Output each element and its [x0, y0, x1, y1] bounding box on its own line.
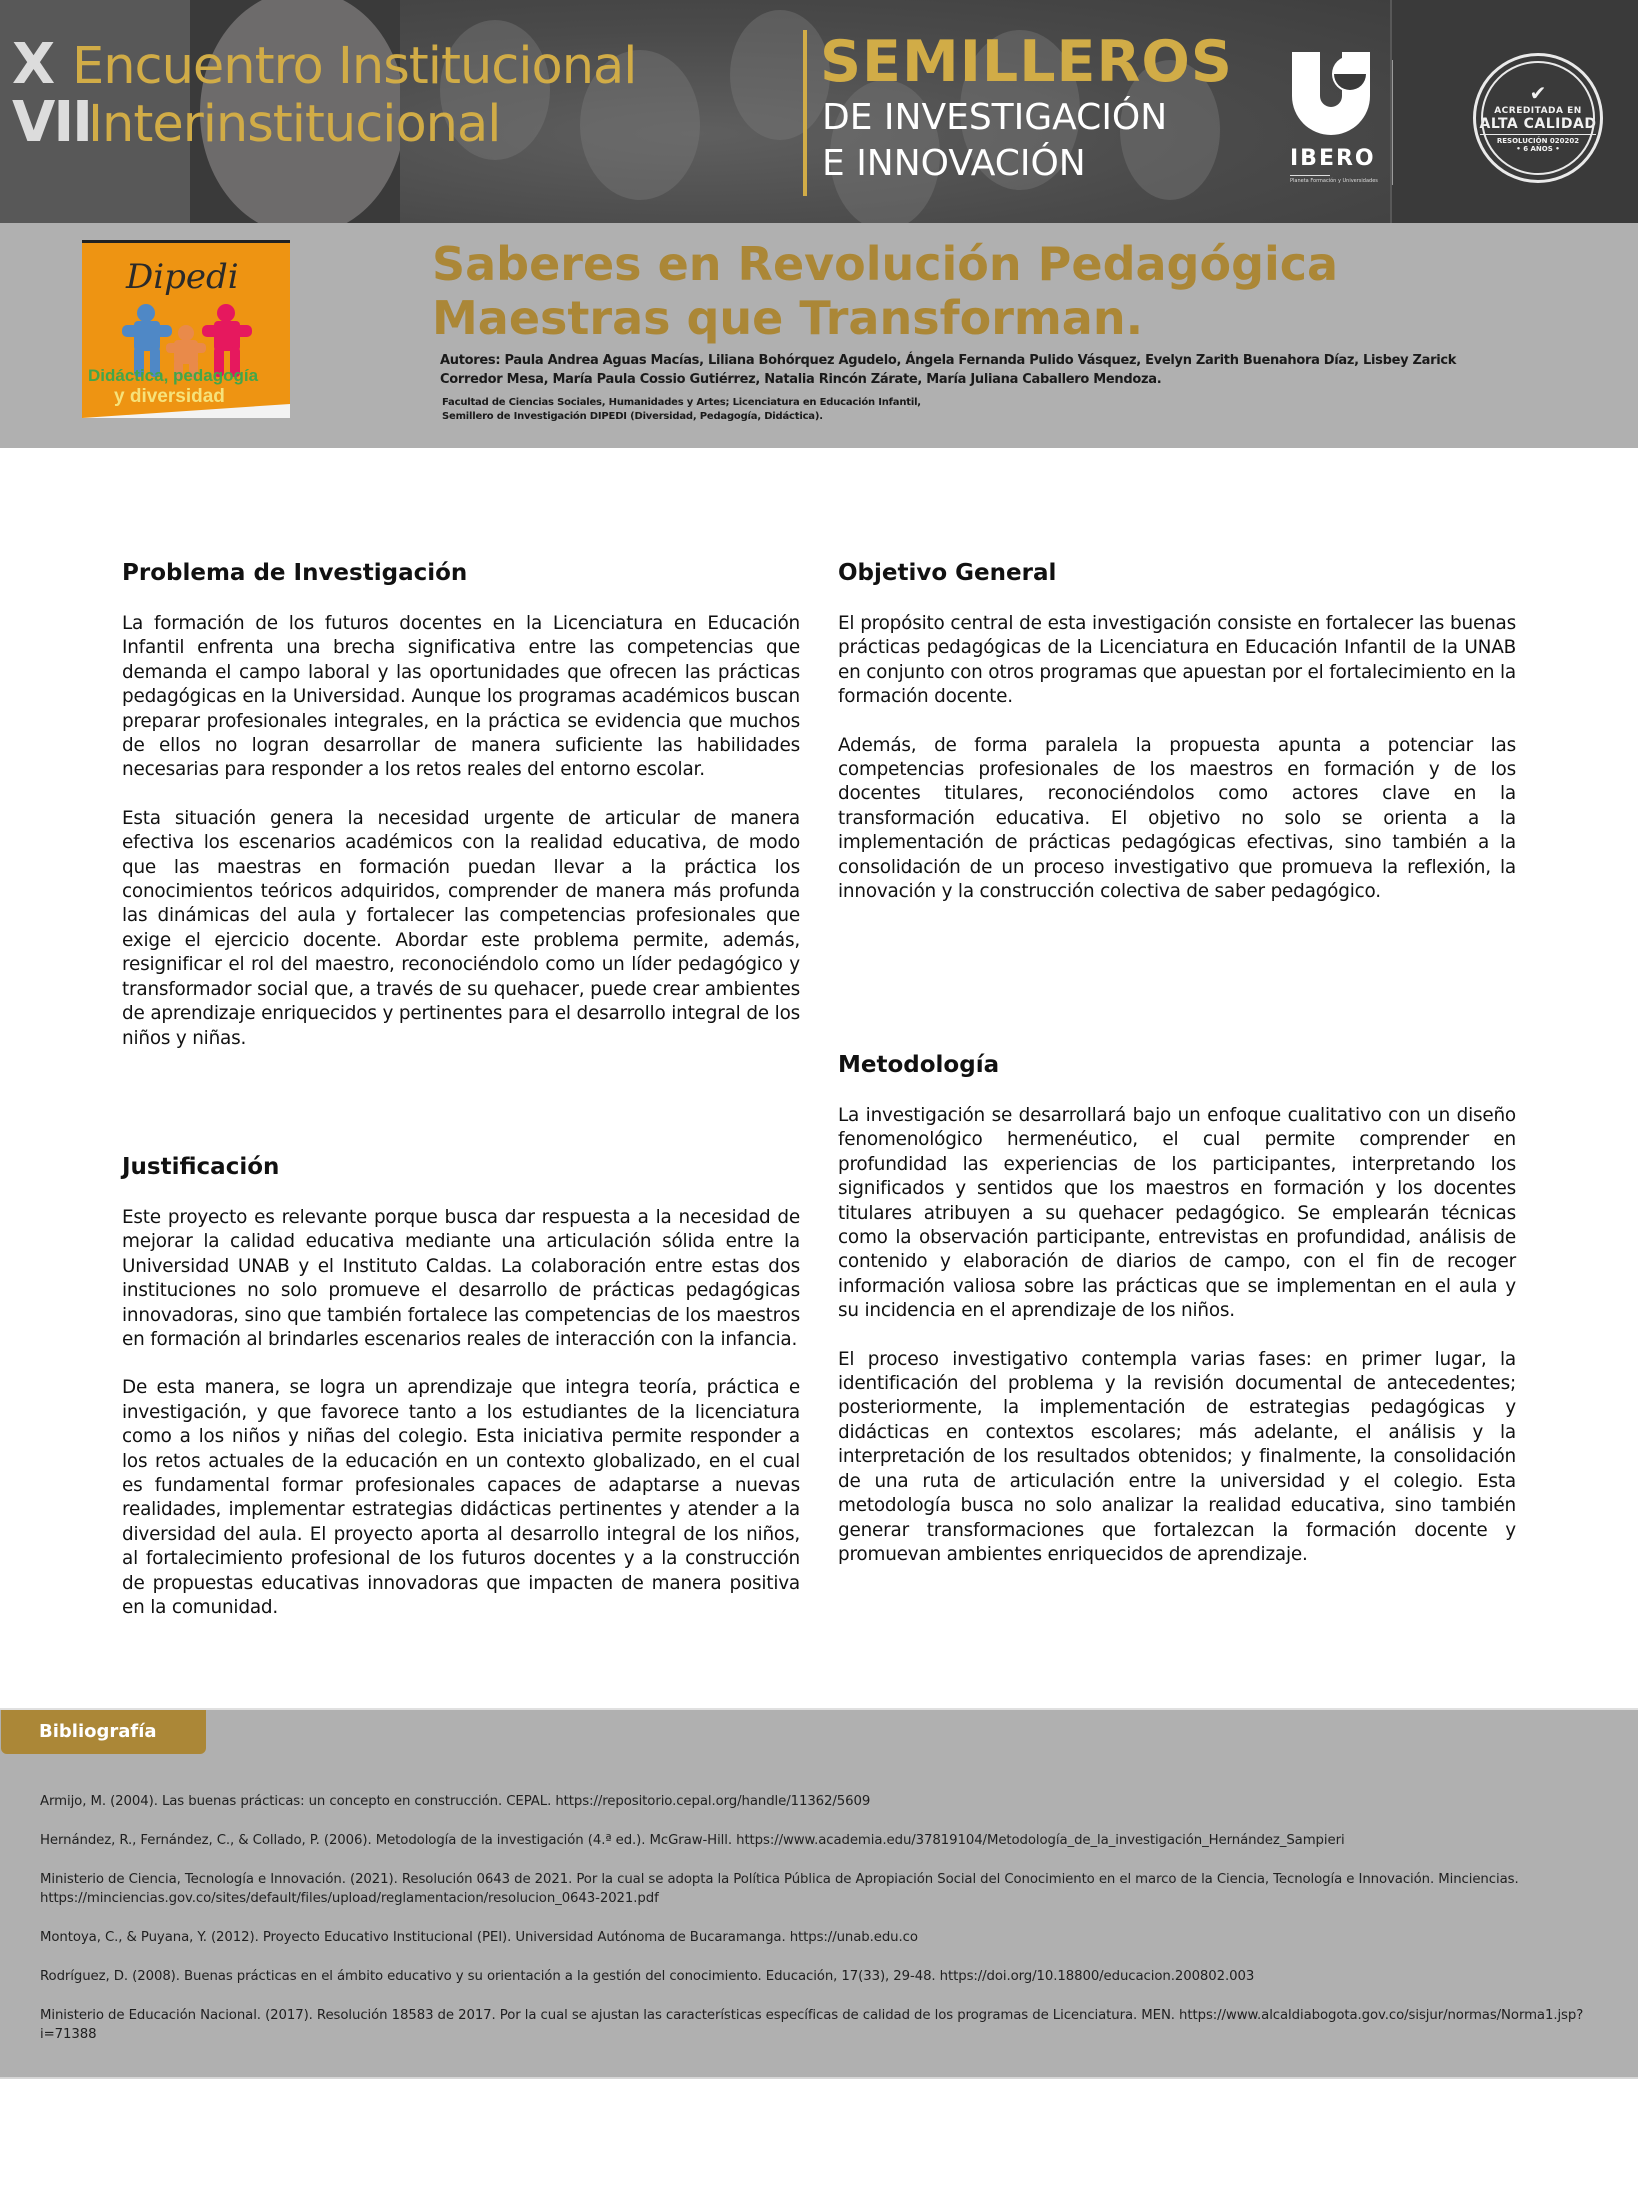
- reference-item: Armijo, M. (2004). Las buenas prácticas: un concepto en construcción. CEPAL. https://repositorio.cepal.org/handle/11362/5609: [40, 1794, 871, 1809]
- event-banner: [0, 0, 1638, 223]
- section-problema: [122, 558, 800, 1051]
- reference-item: Hernández, R., Fernández, C., & Collado, P. (2006). Metodología de la investigación (4.ª ed.). McGraw-Hill. https://www.academia.edu/37819104/Metodología_de_la_investigación_Hernández_Sampieri: [40, 1833, 1345, 1848]
- check-icon: ✔: [1529, 81, 1547, 105]
- ibero-wordmark: IBERO: [1290, 146, 1376, 171]
- reference-list: [40, 1792, 1600, 2064]
- section-objetivo: [838, 558, 1516, 904]
- section-paragraph: La investigación se desarrollará bajo un enfoque cualitativo con un diseño fenomenológico hermenéutico, el cual permite comprender en profundidad las experiencias de los participantes, interpretando los significados y sentidos que los maestros en formación y los docentes titulares atribuyen a su quehacer pedagógico. Se emplearán técnicas como la observación participante, entrevistas en profundidad, análisis de contenido y elaboración de diarios de campo, con el fin de recoger información valiosa sobre las prácticas que se implementan en el aula y su incidencia en el aprendizaje de los niños.: [838, 1105, 1516, 1322]
- section-paragraph: El propósito central de esta investigación consiste en fortalecer las buenas prácticas pedagógicas de la Licenciatura en Educación Infantil de la UNAB en conjunto con otros programas que apuestan por el fortalecimiento en la formación docente.: [838, 613, 1516, 708]
- poster-title: Saberes en Revolución Pedagógica Maestras que Transforman.: [432, 237, 1339, 345]
- section-justificacion: [122, 1152, 800, 1621]
- ibero-tagline: Planeta Formación y Universidades: [1290, 175, 1330, 184]
- section-paragraph: Además, de forma paralela la propuesta apunta a potenciar las competencias profesionales de los maestros en formación y de los docentes titulares, reconociéndolos como actores clave en la transformación educativa. El objetivo no solo se orienta a la implementación de prácticas pedagógicas efectivas, sino también a la consolidación de un proceso investigativo que promueva la reflexión, la innovación y la construcción colectiva de saber pedagógico.: [838, 734, 1516, 903]
- dipedi-logo: [82, 240, 290, 418]
- edition-roman-numeral: X VII: [12, 32, 92, 155]
- dipedi-logo-name: Dipedi: [126, 257, 239, 297]
- section-heading: Metodología: [838, 1052, 1000, 1078]
- section-heading: Objetivo General: [838, 560, 1057, 586]
- ibero-shield-icon: [1290, 50, 1372, 136]
- reference-item: Montoya, C., & Puyana, Y. (2012). Proyecto Educativo Institucional (PEI). Universidad Autónoma de Bucaramanga. https://unab.edu.co: [40, 1930, 918, 1945]
- section-paragraph: Esta situación genera la necesidad urgente de articular de manera efectiva los escenarios académicos con la realidad educativa, de modo que las maestras en formación puedan llevar a la práctica los conocimientos teóricos adquiridos, comprender de manera más profunda las dinámicas del aula y fortalecer las competencias profesionales que exige el ejercicio docente. Abordar este problema permite, además, resignificar el rol del maestro, reconociéndolo como un líder pedagógico y transformador social que, a través de su quehacer, puede crear ambientes de aprendizaje enriquecidos y pertinentes para el desarrollo integral de los niños y niñas.: [122, 807, 800, 1049]
- banner-separator: [1392, 60, 1393, 185]
- section-metodologia: [838, 1050, 1516, 1567]
- bibliography: [0, 1708, 1638, 2078]
- semilleros-subtitle: DE INVESTIGACIÓN E INNOVACIÓN: [822, 97, 1168, 184]
- section-heading: Justificación: [122, 1154, 280, 1180]
- section-paragraph: El proceso investigativo contempla varias fases: en primer lugar, la identificación del problema y la revisión documental de antecedentes; posteriormente, la implementación de estrategias pedagógicas y didácticas en contextos escolares; más adelante, el análisis y la interpretación de los resultados obtenidos; y finalmente, la consolidación de una ruta de articulación entre la universidad y el colegio. Esta metodología busca no solo analizar la realidad educativa, sino también generar transformaciones que fortalezcan la formación docente y promuevan ambientes enriquecidos de aprendizaje.: [838, 1348, 1516, 1565]
- section-heading: Problema de Investigación: [122, 560, 468, 586]
- faculty-affiliation: Facultad de Ciencias Sociales, Humanidades y Artes; Licenciatura en Educación Infantil, Semillero de Investigación DIPEDI (Diversidad, Pedagogía, Didáctica).: [442, 397, 921, 422]
- section-paragraph: Este proyecto es relevante porque busca dar respuesta a la necesidad de mejorar la calidad educativa mediante una articulación sólida entre la Universidad UNAB y el Instituto Caldas. La colaboración entre estas dos instituciones no solo promueve el desarrollo de prácticas pedagógicas innovadoras, sino que también fortalece las competencias de los maestros en formación al brindarles escenarios reales de interacción con la infancia.: [122, 1207, 800, 1351]
- section-paragraph: De esta manera, se logra un aprendizaje que integra teoría, práctica e investigación, y que favorece tanto a los estudiantes de la licenciatura como a los niños y niñas del colegio. Esta iniciativa permite responder a los retos actuales de la educación en un contexto globalizado, en el cual es fundamental formar profesionales capaces de adaptarse a nuevas realidades, implementar estrategias didácticas pertinentes y atender a la diversidad del aula. El proyecto aporta al desarrollo integral de los niños, al fortalecimiento profesional de los futuros docentes y a la construcción de propuestas educativas innovadoras que impacten de manera positiva en la comunidad.: [122, 1377, 800, 1619]
- ibero-logo: [1290, 50, 1376, 184]
- bibliography-tab: Bibliografía: [1, 1710, 206, 1754]
- accreditation-seal: ✔ ACREDITADA EN ALTA CALIDAD RESOLUCIÓN 020202 • 6 AÑOS •: [1473, 53, 1603, 183]
- event-title: Encuentro Institucional Interinstitucional: [72, 37, 637, 154]
- title-band: [0, 223, 1638, 448]
- section-paragraph: La formación de los futuros docentes en la Licenciatura en Educación Infantil enfrenta una brecha significativa entre las competencias que demanda el campo laboral y las oportunidades que ofrecen las prácticas pedagógicas en la Universidad. Aunque los programas académicos buscan preparar profesionales integrales, en la práctica se evidencia que muchos de ellos no logran desarrollar de manera suficiente las habilidades necesarias para responder a los retos reales del entorno escolar.: [122, 613, 800, 781]
- semilleros-heading: SEMILLEROS: [820, 29, 1233, 95]
- dipedi-tagline-1: Didáctica, pedagogía: [88, 366, 259, 385]
- dipedi-tagline-2: y diversidad: [114, 386, 225, 407]
- reference-item: Ministerio de Educación Nacional. (2017). Resolución 18583 de 2017. Por la cual se ajustan las características específicas de calidad de los programas de Licenciatura. MEN. https://www.alcaldiabogota.gov.co/sisjur/normas/Norma1.jsp?i=71388: [40, 2008, 1584, 2042]
- reference-item: Rodríguez, D. (2008). Buenas prácticas en el ámbito educativo y su orientación a la gestión del conocimiento. Educación, 17(33), 29-48. https://doi.org/10.18800/educacion.200802.003: [40, 1969, 1255, 1984]
- gold-divider: [803, 30, 807, 196]
- reference-item: Ministerio de Ciencia, Tecnología e Innovación. (2021). Resolución 0643 de 2021. Por la cual se adopta la Política Pública de Apropiación Social del Conocimiento en el marco de la Ciencia, Tecnología e Innovación. Minciencias. https://minciencias.gov.co/sites/default/files/upload/reglamentacion/resolucion_0643-2021.pdf: [40, 1872, 1519, 1906]
- bottom-divider: [0, 2077, 1638, 2079]
- authors: Autores: Paula Andrea Aguas Macías, Liliana Bohórquez Agudelo, Ángela Fernanda Pulido Vásquez, Evelyn Zarith Buenahora Díaz, Lisbey Zarick Corredor Mesa, María Paula Cossio Gutiérrez, Natalia Rincón Zárate, María Juliana Caballero Mendoza.: [440, 353, 1457, 387]
